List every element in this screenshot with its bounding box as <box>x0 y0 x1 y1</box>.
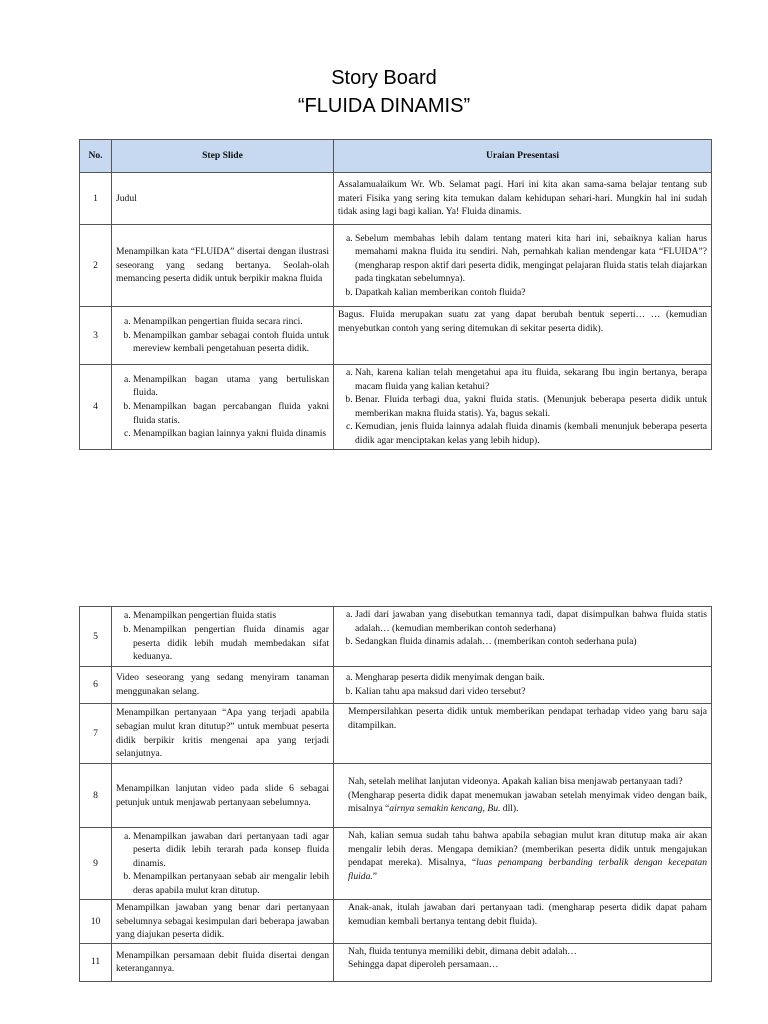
step-slide-cell: Menampilkan lanjutan video pada slide 6 sebagai petunjuk untuk menjawab pertanyaan sebelumnya. <box>112 764 334 828</box>
row-number: 2 <box>80 225 112 307</box>
header-step-slide: Step Slide <box>112 140 334 173</box>
storyboard-table-lower <box>79 606 712 982</box>
table-row <box>80 607 712 667</box>
uraian-paragraph: Nah, setelah melihat lanjutan videonya. Apakah kalian bisa menjawab pertanyaan tadi? <box>348 776 683 788</box>
storyboard-title: Story Board <box>331 67 437 89</box>
header-uraian-presentasi: Uraian Presentasi <box>334 140 712 173</box>
uraian-paragraph: Nah, fluida tentunya memiliki debit, dimana debit adalah… <box>348 945 577 957</box>
list-item: a. Mengharap peserta didik menyimak dengan baik. <box>355 671 707 685</box>
row-number: 6 <box>80 667 112 704</box>
list-item: b. Kalian tahu apa maksud dari video tersebut? <box>355 685 707 699</box>
list-item: a. Sebelum membahas lebih dalam tentang materi kita hari ini, sebaiknya kalian harus memahami makna fluida itu sendiri. Nah, pernahkah kalian mendengar kata “FLUIDA”? (mengharap respon aktif dari peserta didik, mengingat pelajaran fluida statis telah diajarkan pada tingkatan sebelumnya). <box>355 232 707 286</box>
uraian-paragraph: Sehingga dapat diperoleh persamaan… <box>348 959 499 971</box>
table-header-row <box>80 140 712 173</box>
uraian-cell <box>334 764 712 828</box>
list-item: a. Menampilkan jawaban dari pertanyaan tadi agar peserta didik lebih terarah pada konsep fluida dinamis. <box>133 830 329 871</box>
uraian-cell <box>334 225 712 307</box>
list-item: a. Jadi dari jawaban yang disebutkan temannya tadi, dapat disimpulkan bahwa fluida statis adalah… (kemudian memberikan contoh sederhana) <box>355 608 707 635</box>
list-item: b. Menampilkan pengertian fluida dinamis agar peserta didik lebih mudah membedakan sifat keduanya. <box>133 623 329 664</box>
italic-example: luas penampang berbanding terbalik dengan kecepatan fluida. <box>348 857 708 882</box>
step-slide-cell: Menampilkan pertanyaan “Apa yang terjadi apabila sebagian mulut kran ditutup?” untuk membuat peserta didik berpikir kritis mengenai apa yang terjadi selanjutnya. <box>112 704 334 764</box>
uraian-cell <box>334 667 712 704</box>
header-no: No. <box>80 140 112 173</box>
row-number: 8 <box>80 764 112 828</box>
row-number: 3 <box>80 307 112 365</box>
uraian-cell <box>334 607 712 667</box>
row-number: 11 <box>80 943 112 981</box>
uraian-cell: Assalamualaikum Wr. Wb. Selamat pagi. Hari ini kita akan sama-sama belajar tentang sub materi Fisika yang sering kita temukan dalam kehidupan sehari-hari. Mungkin hal ini sudah tidak asing lagi bagi kalian. Ya! Fluida dinamis. <box>334 173 712 225</box>
step-slide-cell: Menampilkan persamaan debit fluida disertai dengan keterangannya. <box>112 943 334 981</box>
table-row <box>80 667 712 704</box>
step-slide-cell: Menampilkan jawaban yang benar dari pertanyaan sebelumnya sebagai kesimpulan dari beberapa jawaban yang diajukan peserta didik. <box>112 900 334 944</box>
step-slide-cell <box>112 607 334 667</box>
uraian-cell <box>334 365 712 450</box>
list-item: c. Kemudian, jenis fluida lainnya adalah fluida dinamis (kembali menunjuk beberapa peserta didik agar menciptakan kelas yang lebih hidup). <box>355 420 707 447</box>
storyboard-table-upper <box>79 139 712 450</box>
list-item: b. Menampilkan pertanyaan sebab air mengalir lebih deras apabila mulut kran ditutup. <box>133 870 329 897</box>
storyboard-subtitle: “FLUIDA DINAMIS” <box>297 95 471 117</box>
list-item: b. Menampilkan bagan percabangan fluida yakni fluida statis. <box>133 400 329 427</box>
list-item: b. Sedangkan fluida dinamis adalah… (memberikan contoh sederhana pula) <box>355 635 707 649</box>
table-row <box>80 828 712 900</box>
step-slide-cell: Video seseorang yang sedang menyiram tanaman menggunakan selang. <box>112 667 334 704</box>
table-row <box>80 307 712 365</box>
uraian-paragraph: (Mengharap peserta didik dapat menemukan jawaban setelah menyimak video dengan baik, misalnya “airnya semakin kencang, Bu. dll). <box>348 789 707 815</box>
list-item: a. Menampilkan pengertian fluida statis <box>133 609 329 623</box>
step-slide-cell: Judul <box>112 173 334 225</box>
uraian-cell: Mempersilahkan peserta didik untuk memberikan pendapat terhadap video yang baru saja ditampilkan. <box>334 704 712 764</box>
table-row <box>80 225 712 307</box>
row-number: 1 <box>80 173 112 225</box>
row-number: 10 <box>80 900 112 944</box>
row-number: 4 <box>80 365 112 450</box>
table-row <box>80 943 712 981</box>
step-slide-cell <box>112 365 334 450</box>
row-number: 5 <box>80 607 112 667</box>
step-slide-cell: Menampilkan kata “FLUIDA” disertai dengan ilustrasi seseorang yang sedang bertanya. Seolah-olah memancing peserta didik untuk berpikir makna fluida <box>112 225 334 307</box>
italic-example: airnya semakin kencang, Bu. <box>389 803 501 815</box>
table-row <box>80 365 712 450</box>
list-item: b. Menampilkan gambar sebagai contoh fluida untuk mereview kembali pengetahuan peserta didik. <box>133 329 329 356</box>
list-item: a. Nah, karena kalian telah mengetahui apa itu fluida, sekarang Ibu ingin bertanya, berapa macam fluida yang kalian ketahui? <box>355 366 707 393</box>
table-row <box>80 900 712 944</box>
list-item: a. Menampilkan bagan utama yang bertuliskan fluida. <box>133 373 329 400</box>
table-row <box>80 173 712 225</box>
table-row <box>80 764 712 828</box>
row-number: 9 <box>80 828 112 900</box>
table-row <box>80 704 712 764</box>
uraian-cell: Bagus. Fluida merupakan suatu zat yang dapat berubah bentuk seperti… … (kemudian menyebutkan contoh yang sering ditemukan di sekitar peserta didik). <box>334 307 712 365</box>
list-item: c. Menampilkan bagian lainnya yakni fluida dinamis <box>133 427 329 441</box>
step-slide-cell <box>112 828 334 900</box>
uraian-cell: Anak-anak, itulah jawaban dari pertanyaan tadi. (mengharap peserta didik dapat paham kemudian kembali bertanya tentang debit fluida). <box>334 900 712 944</box>
uraian-cell: Nah, kalian semua sudah tahu bahwa apabila sebagian mulut kran ditutup maka air akan mengalir lebih deras. Mengapa demikian? (memberikan peserta didik untuk mengajukan pendapat mereka). Misalnya, “luas penampang berbanding terbalik dengan kecepatan fluida.” <box>334 828 712 900</box>
step-slide-cell <box>112 307 334 365</box>
list-item: a. Menampilkan pengertian fluida secara rinci. <box>133 315 329 329</box>
list-item: b. Dapatkah kalian memberikan contoh fluida? <box>355 286 707 300</box>
list-item: b. Benar. Fluida terbagi dua, yakni fluida statis. (Menunjuk beberapa peserta didik untuk memberikan makna fluida statis). Ya, bagus sekali. <box>355 393 707 420</box>
uraian-cell <box>334 943 712 981</box>
row-number: 7 <box>80 704 112 764</box>
